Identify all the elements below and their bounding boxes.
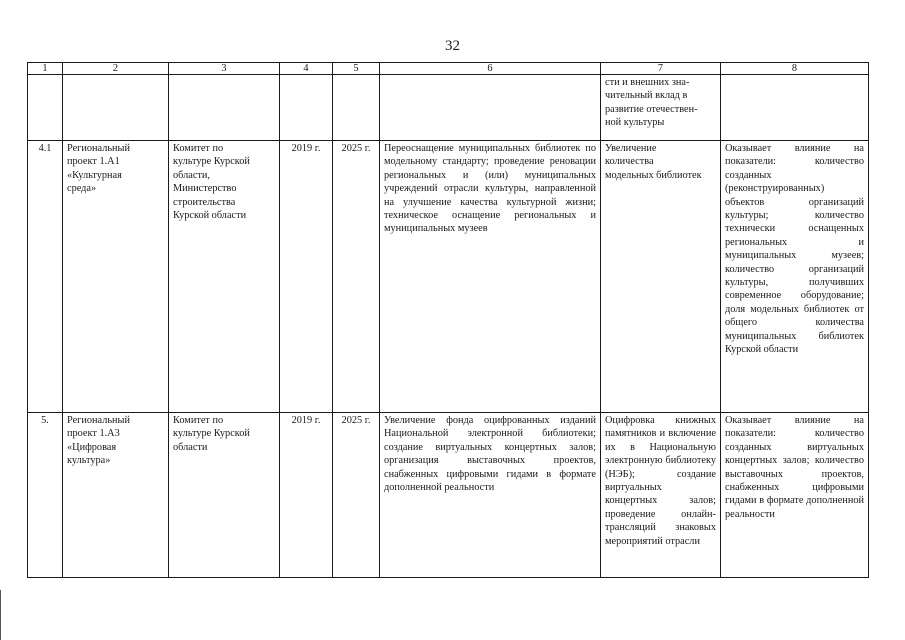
cont-result-line: сти и внешних зна- bbox=[605, 77, 690, 88]
responsible-body bbox=[169, 141, 280, 413]
cont-cell-5 bbox=[333, 75, 380, 141]
cont-cell-6 bbox=[380, 75, 601, 141]
cont-cell-8 bbox=[721, 75, 869, 141]
project-line: Региональный bbox=[67, 143, 130, 154]
header-col-2: 2 bbox=[63, 63, 169, 75]
page-number: 32 bbox=[445, 38, 460, 54]
responsible-line: Комитет по bbox=[173, 415, 224, 426]
project-line: проект 1.А1 bbox=[67, 156, 120, 168]
header-col-7: 7 bbox=[601, 63, 721, 75]
responsible-line: Министерство bbox=[173, 183, 237, 195]
header-col-1: 1 bbox=[28, 63, 63, 75]
cont-cell-result bbox=[601, 75, 721, 141]
indicators-text: Оказывает влияние на показатели: количество созданных (реконструированных) объектов организаций культуры; количество технически оснащенных региональных и муниципальных музеев; количество организаций культуры, получивших современное оборудование; доля модельных библиотек от общего количества муниципальных библиотек Курской области bbox=[721, 141, 869, 413]
cont-cell-3 bbox=[169, 75, 280, 141]
row-number: 4.1 bbox=[28, 141, 63, 413]
result-line: Увеличение bbox=[605, 143, 657, 154]
project-name bbox=[63, 413, 169, 578]
header-col-4: 4 bbox=[280, 63, 333, 75]
cont-result-line: ной культуры bbox=[605, 117, 665, 129]
continuation-row bbox=[28, 75, 869, 141]
responsible-line: Комитет по bbox=[173, 143, 224, 154]
responsible-line: культуре Курской bbox=[173, 156, 250, 168]
project-line: Региональный bbox=[67, 415, 130, 426]
cont-cell-4 bbox=[280, 75, 333, 141]
scan-edge-mark bbox=[0, 590, 1, 640]
result-line: количества bbox=[605, 156, 654, 168]
project-line: культура» bbox=[67, 455, 111, 467]
start-year: 2019 г. bbox=[280, 141, 333, 413]
cont-cell-1 bbox=[28, 75, 63, 141]
table-row bbox=[28, 413, 869, 578]
responsible-line: области, bbox=[173, 169, 210, 181]
responsible-line: области bbox=[173, 441, 208, 453]
project-line: среда» bbox=[67, 183, 97, 195]
project-name bbox=[63, 141, 169, 413]
content-text: Увеличение фонда оцифрованных изданий Национальной электронной библиотеки; создание виртуальных концертных залов; организация выставочных проектов, снабженных цифровыми гидами в формате дополненной реальности bbox=[380, 413, 601, 578]
cont-result-line: чительный вклад в bbox=[605, 90, 688, 102]
expected-result bbox=[601, 141, 721, 413]
header-col-3: 3 bbox=[169, 63, 280, 75]
responsible-body bbox=[169, 413, 280, 578]
row-number: 5. bbox=[28, 413, 63, 578]
program-table bbox=[27, 62, 869, 578]
project-line: проект 1.А3 bbox=[67, 428, 120, 440]
cont-result-line: развитие отечествен- bbox=[605, 103, 698, 115]
header-col-5: 5 bbox=[333, 63, 380, 75]
end-year: 2025 г. bbox=[333, 413, 380, 578]
responsible-line: Курской области bbox=[173, 210, 247, 222]
header-row bbox=[28, 63, 869, 75]
project-line: «Цифровая bbox=[67, 441, 117, 453]
table-row bbox=[28, 141, 869, 413]
cont-cell-2 bbox=[63, 75, 169, 141]
result-line: модельных библиотек bbox=[605, 169, 702, 181]
content-text: Переоснащение муниципальных библиотек по модельному стандарту; проведение реновации региональных и (или) муниципальных учреждений отрасли культуры, направленной на улучшение качества культурной жизни; техническое оснащение региональных и муниципальных музеев bbox=[380, 141, 601, 413]
responsible-line: строительства bbox=[173, 196, 236, 208]
project-line: «Культурная bbox=[67, 169, 122, 181]
start-year: 2019 г. bbox=[280, 413, 333, 578]
responsible-line: культуре Курской bbox=[173, 428, 250, 440]
end-year: 2025 г. bbox=[333, 141, 380, 413]
expected-result: Оцифровка книжных памятников и включение их в Национальную электронную библиотеку (НЭБ); создание виртуальных концертных залов; проведение онлайн-трансляций знаковых мероприятий отрасли bbox=[601, 413, 721, 578]
header-col-8: 8 bbox=[721, 63, 869, 75]
indicators-text: Оказывает влияние на показатели: количество созданных виртуальных концертных залов; количество выставочных проектов, снабженных цифровыми гидами в формате дополненной реальности bbox=[721, 413, 869, 578]
header-col-6: 6 bbox=[380, 63, 601, 75]
